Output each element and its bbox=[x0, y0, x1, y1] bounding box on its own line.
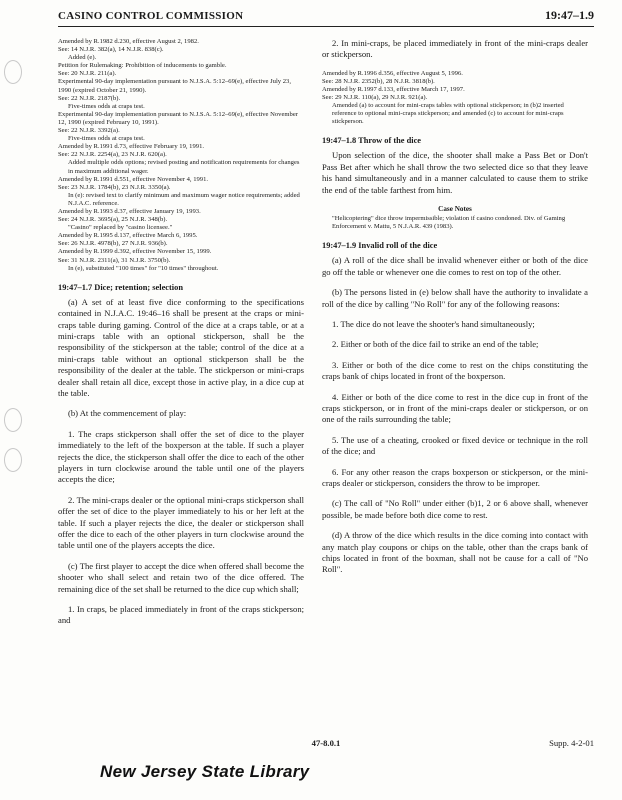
history-note: Amended by R.1993 d.37, effective January 19, 1993. bbox=[58, 207, 201, 215]
page-footer bbox=[58, 738, 594, 752]
section-paragraph: 3. Either or both of the dice come to rest on the chips constituting the craps bank of chips located in front of the boxperson. bbox=[322, 359, 588, 382]
history-notes bbox=[322, 70, 588, 127]
history-note: Added (e). bbox=[68, 54, 97, 62]
history-note: In (e): revised text to clarify minimum and maximum wager notice requirements; added N.J.A.C. reference. bbox=[68, 191, 300, 207]
running-header bbox=[58, 8, 594, 27]
section-paragraph: (c) The first player to accept the dice when offered shall become the shooter who shall select and retain two of the dice offered. The remaining dice of the set shall be returned to the dice cup which shall; bbox=[58, 560, 304, 594]
case-note: "Helicoptering" dice throw impermissible; violation if casino condoned. Div. of Gaming Enforcement v. Mattu, 5 N.J.A.R. 439 (1983). bbox=[332, 215, 566, 231]
header-title: CASINO CONTROL COMMISSION bbox=[58, 10, 244, 22]
section-paragraph: 2. Either or both of the dice fail to strike an end of the table; bbox=[332, 339, 539, 350]
history-note: See: 29 N.J.R. 110(a), 29 N.J.R. 921(a). bbox=[322, 94, 428, 102]
history-note: Amended by R.1982 d.230, effective August 2, 1982. bbox=[58, 38, 199, 45]
history-note: In (e), substituted "100 times" for "10 times" throughout. bbox=[68, 264, 219, 272]
history-note: See: 22 N.J.R. 3392(a). bbox=[58, 127, 120, 135]
history-note: Amended by R.1995 d.137, effective March 6, 1995. bbox=[58, 232, 198, 240]
section-paragraph: 1. The dice do not leave the shooter's hand simultaneously; bbox=[332, 318, 535, 329]
left-column bbox=[58, 38, 304, 720]
history-note: See: 14 N.J.R. 382(a), 14 N.J.R. 838(c). bbox=[58, 46, 164, 54]
section-heading-1-9: 19:47–1.9 Invalid roll of the dice bbox=[322, 241, 438, 251]
section-paragraph: 2. In mini-craps, be placed immediately in front of the mini-craps dealer or stickperson. bbox=[322, 38, 588, 60]
history-note: Amended by R.1999 d.392, effective November 15, 1999. bbox=[58, 248, 212, 256]
history-note: Amended by R.1997 d.133, effective March 17, 1997. bbox=[322, 86, 465, 93]
section-paragraph: (c) The call of "No Roll" under either (b)1, 2 or 6 above shall, whenever possible, be made before both dice come to rest. bbox=[322, 498, 588, 520]
page-number: 47-8.0.1 bbox=[311, 738, 341, 748]
header-section-number: 19:47–1.9 bbox=[545, 8, 594, 22]
punch-hole bbox=[4, 448, 22, 472]
library-stamp: New Jersey State Library bbox=[100, 762, 310, 781]
history-note: See: 23 N.J.R. 1784(b), 23 N.J.R. 3350(a). bbox=[58, 183, 171, 191]
history-note: See: 22 N.J.R. 2187(b). bbox=[58, 94, 121, 102]
section-paragraph: (a) A roll of the dice shall be invalid whenever either or both of the dice go off the table or whenever one die comes to rest on top of the other. bbox=[322, 255, 588, 277]
section-paragraph: 4. Either or both of the dice come to rest in the dice cup in front of the craps stickperson, or in front of the mini-craps dealer or stickperson, or on one of the rails surrounding the table; bbox=[322, 391, 588, 425]
history-note: Amended (a) to account for mini-craps tables with optional stickperson; in (b)2 inserted reference to optional mini-craps stickperson; and amended (c) to account for mini-craps stickperson. bbox=[332, 102, 564, 126]
history-notes bbox=[58, 38, 304, 273]
right-column bbox=[322, 38, 588, 720]
history-note: Experimental 90-day implementation pursuant to N.J.S.A. 5:12–69(e), effective November 12, 1990 (expired February 10, 1991). bbox=[58, 110, 298, 126]
history-note: Amended by R.1991 d.551, effective November 4, 1991. bbox=[58, 175, 209, 183]
section-paragraph: 5. The use of a cheating, crooked or fixed device or technique in the roll of the dice; and bbox=[322, 434, 588, 457]
history-note: Amended by R.1996 d.356, effective August 5, 1996. bbox=[322, 69, 463, 77]
section-paragraph: Upon selection of the dice, the shooter shall make a Pass Bet or Don't Pass Bet after which he shall throw the two selected dice so that they leave his hand simultaneously and in a manner calculated to cause them to strike the end of the table farthest from him. bbox=[322, 150, 588, 195]
history-note: Five-times odds at craps test. bbox=[68, 135, 145, 143]
section-paragraph: (b) At the commencement of play: bbox=[68, 408, 187, 419]
section-paragraph: (b) The persons listed in (e) below shall have the authority to invalidate a roll of the dice by calling "No Roll" for any of the following reasons: bbox=[322, 287, 588, 309]
history-note: See: 20 N.J.R. 211(a). bbox=[58, 70, 117, 78]
history-note: See: 24 N.J.R. 3695(a), 25 N.J.R. 348(b). bbox=[58, 216, 168, 224]
history-note: Petition for Rulemaking: Prohibition of inducements to gamble. bbox=[58, 62, 227, 70]
history-note: Five-times odds at craps test. bbox=[68, 102, 145, 110]
history-note: See: 22 N.J.R. 2254(a), 23 N.J.R. 620(a). bbox=[58, 151, 167, 159]
section-paragraph: 6. For any other reason the craps boxperson or stickperson, or the mini-craps dealer or stickperson, considers the throw to be improper. bbox=[322, 466, 588, 488]
case-notes-title: Case Notes bbox=[438, 205, 472, 214]
section-heading-1-7: 19:47–1.7 Dice; retention; selection bbox=[58, 282, 183, 292]
history-note: Amended by R.1991 d.73, effective February 19, 1991. bbox=[58, 143, 205, 151]
section-heading-1-8: 19:47–1.8 Throw of the dice bbox=[322, 136, 422, 146]
supplement-date: Supp. 4-2-01 bbox=[549, 738, 594, 748]
section-paragraph: (d) A throw of the dice which results in the dice coming into contact with any match play coupons or chips on the table, other than the craps bank of chips located in front of the boxman, shall not be cause for a call of "No Roll". bbox=[322, 530, 588, 575]
history-note: See: 31 N.J.R. 2311(a), 31 N.J.R. 3750(b). bbox=[58, 256, 171, 264]
section-paragraph: 2. The mini-craps dealer or the optional mini-craps stickperson shall offer the set of dice to the player immediately to his or her left at the table. If such a player rejects the dice, the dealer or stickperson shall offer the dice to each of the other players in turn clockwise around the table until one of the players accepts the dice. bbox=[58, 494, 304, 551]
history-note: See: 28 N.J.R. 2352(b), 28 N.J.R. 3818(b). bbox=[322, 77, 435, 85]
punch-hole bbox=[4, 408, 22, 432]
history-note: "Casino" replaced by "casino licensee." bbox=[68, 224, 173, 232]
history-note: Experimental 90-day implementation pursuant to N.J.S.A. 5:12–69(e), effective July 23, 1990 (expired October 21, 1990). bbox=[58, 78, 291, 94]
history-note: See: 26 N.J.R. 4978(b), 27 N.J.R. 936(b). bbox=[58, 240, 168, 248]
section-paragraph: 1. The craps stickperson shall offer the set of dice to the player immediately to the left of the boxperson at the table. If such a player rejects the dice, the stickperson shall offer the dice to each of the other players in turn clockwise around the table until one of the players accepts the dice; bbox=[58, 428, 304, 485]
history-note: Added multiple odds options; revised posting and notification requirements for changes in maximum additional wager. bbox=[68, 159, 300, 175]
section-paragraph: 1. In craps, be placed immediately in front of the craps stickperson; and bbox=[58, 604, 304, 626]
punch-hole bbox=[4, 60, 22, 84]
section-paragraph: (a) A set of at least five dice conforming to the specifications contained in N.J.A.C. 19:46–16 shall be present at the craps or mini-craps table during gaming. Control of the dice at a craps table, or at a mini-craps table with an optional stickperson, shall be the responsibility of the stickperson at the table; control of the dice at a mini-craps table without an optional stickperson shall be the responsibility of the dealer at the table. The stickperson or mini-craps dealer shall retain all dice, except those in active play, in a dice cup at the table. bbox=[58, 296, 304, 398]
